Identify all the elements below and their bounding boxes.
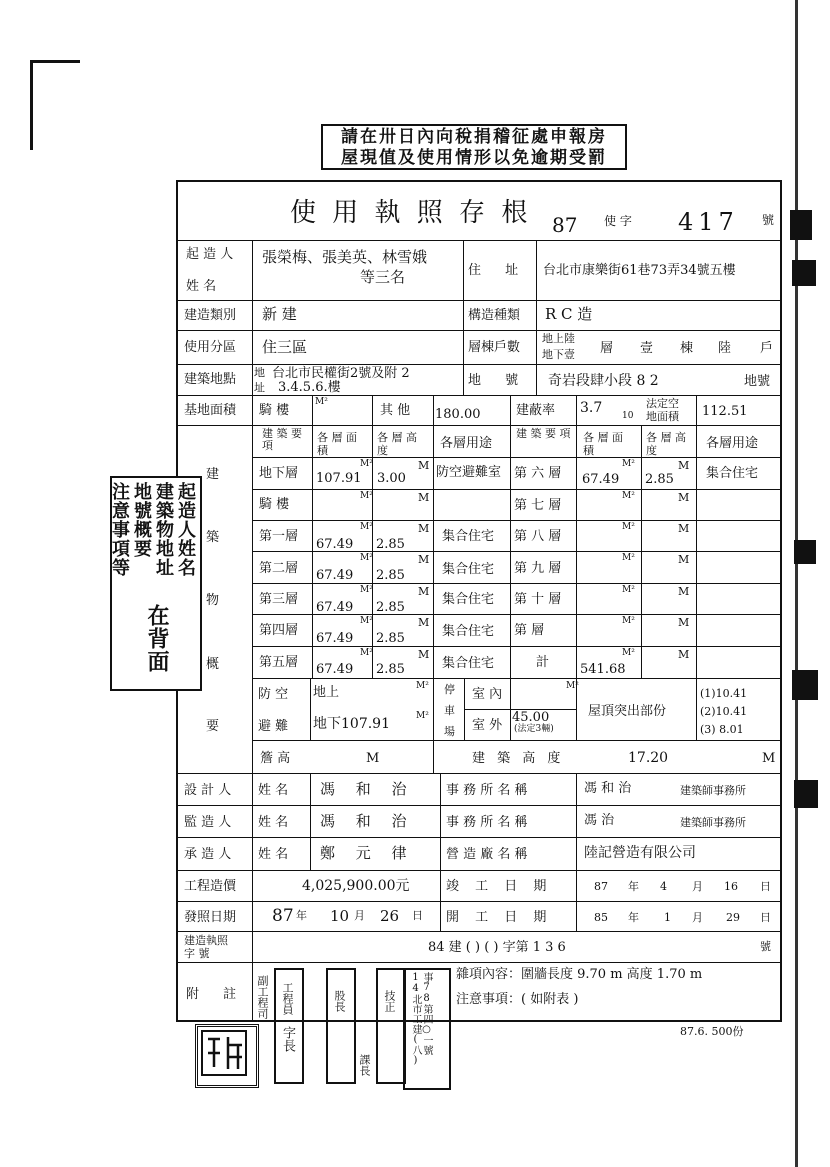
unit-m: M [678,553,690,566]
floor-name: 計 [536,655,550,670]
side-note-col-2: 建築物地址 [153,482,174,577]
unit-m: M [678,648,690,661]
start-ri: 日 [760,911,771,924]
head-item-left: 建 築 要 項 [262,427,302,452]
floor-name: 第 十 層 [514,592,562,607]
building-label-3: 物 [206,593,220,608]
unit-m2: M² [360,459,373,469]
floors-dong-num: 壹 [640,341,654,356]
floor-height: 2.85 [645,472,674,487]
side-note-col-4: 地號概要 [131,482,152,558]
building-label-5: 要 [206,719,220,734]
roof-value-2: (2)10.41 [700,705,748,718]
unit-m2: M² [622,459,635,469]
completion-year: 87 [594,880,608,893]
owner-label-1: 起 造 人 [186,247,234,262]
issue-month: 10 [330,907,350,925]
stamp-engineer: 工程員 [281,982,294,1015]
unit-m: M [418,585,430,598]
issue-year: 87 [272,906,294,926]
head-use-right: 各層用途 [706,436,759,451]
designer-name-label: 姓 名 [258,783,289,798]
designer-label: 設 計 人 [184,783,232,798]
side-note-bottom: 在背面 [144,604,170,673]
remarks-note: 注意事項：( 如附表 ) [456,992,579,1007]
parking-label-2: 車 [444,704,455,717]
side-notice-box [110,476,202,691]
scan-edge-top [30,60,80,63]
unit-m2: M² [360,616,373,626]
floor-height: 2.85 [376,600,405,615]
floor-name: 第一層 [259,529,299,544]
floor-area: 67.49 [316,537,354,552]
floor-name: 騎 樓 [259,497,290,512]
unit-m: M [678,491,690,504]
floor-height: 3.00 [377,471,406,486]
floor-area: 67.49 [316,568,354,583]
floor-name: 第四層 [259,623,299,638]
build-type-label: 建造類別 [184,308,237,323]
building-height-value: 17.20 [628,750,669,766]
floor-use: 集合住宅 [442,562,495,577]
unit-m: M [418,648,430,661]
floor-use: 集合住宅 [706,466,759,481]
unit-m2: M² [622,585,635,595]
floor-area: 67.49 [316,600,354,615]
owner-address: 台北市康樂街61巷73弄34號五樓 [543,263,736,278]
unit-m: M [678,522,690,535]
start-year: 85 [594,911,608,924]
site-zhi: 址 [254,381,265,394]
unit-m2: M² [622,491,635,501]
unit-m: M [418,522,430,535]
floor-use: 集合住宅 [442,624,495,639]
head-item-right: 建 築 要 項 [516,427,571,440]
struct-label: 構造種類 [468,308,521,323]
lot-suffix: 地號 [744,374,771,389]
owner-count: 等三名 [360,268,406,286]
parking-label-3: 場 [444,725,455,738]
coverage-den: 10 [622,411,634,421]
roof-value-3: (3) 8.01 [700,723,744,736]
unit-m: M [418,553,430,566]
floors-ceng: 層 [600,341,614,356]
floor-height: 2.85 [376,537,405,552]
building-label-1: 建 [206,467,220,482]
floor-use: 集合住宅 [442,656,495,671]
floor-use: 集合住宅 [442,592,495,607]
side-note-col-1: 起造人姓名 [175,482,196,577]
head-area-left: 各 層 面 積 [317,431,357,457]
lot-label: 地 號 [468,373,529,388]
tax-notice-line2: 屋現值及使用情形以免逾期受罰 [341,148,607,168]
unit-m2: M² [622,553,635,563]
unit-m: M [418,491,430,504]
legal-area-value: 112.51 [702,404,748,419]
stamp-technical: 技正 [383,990,396,1012]
tax-notice-box [321,124,627,170]
parking-outdoor-value: 45.00 [512,710,550,725]
floor-height: 2.85 [376,631,405,646]
shelter-label-2: 避 難 [258,719,289,734]
floors-label: 層棟戶數 [468,340,521,355]
legal-area-label-1: 法定空 [646,397,679,410]
stamp-section-chief: 股長 [333,990,346,1012]
unit-m: M [678,459,690,472]
designer-office: 馮 和 治 [584,781,632,796]
contractor-office: 陸記營造有限公司 [584,845,696,861]
floor-area: 541.68 [580,662,626,677]
roof-label: 屋頂突出部份 [588,704,667,719]
unit-m: M [678,616,690,629]
supervisor-label: 監 造 人 [184,815,232,830]
designer-office-suffix: 建築師事務所 [680,784,746,797]
unit-m2: M² [360,522,373,532]
issue-nian: 年 [296,909,307,922]
scan-edge-left [30,60,33,150]
contractor-office-label: 營 造 廠 名 稱 [446,847,528,862]
coverage-value: 3.7 [580,400,603,416]
floor-name: 第 七 層 [514,498,562,513]
completion-month: 4 [660,880,667,893]
start-label: 開 工 日 期 [446,910,553,925]
permit-value: 84 建 ( ) ( ) 字第 1 3 6 [428,940,566,955]
floor-name: 第五層 [259,655,299,670]
struct-value: R C 造 [545,305,593,323]
supervisor-office-label: 事 務 所 名 稱 [446,815,528,830]
floors-below: 地下壹 [542,348,575,361]
side-note-col-3: 注意事項等 [109,482,130,577]
contractor-name-label: 姓 名 [258,847,289,862]
site-label: 建築地點 [184,372,237,387]
remarks-misc: 雜項內容：圍牆長度 9.70 m 高度 1.70 m [456,967,703,982]
start-yue: 月 [692,911,703,924]
stamp-director: 課長 [358,1054,371,1076]
parking-label-1: 停 [444,683,455,696]
eave-label: 簷 高 [260,751,291,766]
floor-area: 67.49 [582,472,620,487]
floor-area: 67.49 [316,631,354,646]
address-label: 住 址 [468,263,529,278]
build-type-value: 新 建 [262,305,297,323]
issue-ri: 日 [412,909,423,922]
permit-hao-suffix: 號 [760,940,771,953]
stamp-reference: 事78第四○一號 14北市工建(八) [410,972,432,1066]
completion-ri: 日 [760,880,771,893]
stamp-approver: 字長 [280,1026,295,1052]
unit-m2: M² [360,491,373,501]
floor-name: 第 九 層 [514,561,562,576]
site-di: 地 [254,366,265,379]
shelter-below-unit: M² [416,711,429,721]
floor-name: 第 八 層 [514,529,562,544]
permit-label-1: 建造執照 [184,934,228,947]
head-use-left: 各層用途 [440,436,493,451]
head-area-right: 各 層 面 積 [583,431,623,457]
seal-icon [198,1027,250,1079]
permit-label-2: 字 號 [184,947,210,960]
supervisor-name-label: 姓 名 [258,815,289,830]
parking-outdoor: 室 外 [472,718,503,733]
completion-label: 竣 工 日 期 [446,879,553,894]
start-day: 29 [726,911,740,924]
issue-day: 26 [380,907,400,925]
stamp-deputy: 副工程司 [256,975,269,1019]
parking-outdoor-note: (法定3輛) [514,724,554,734]
floors-hu: 戶 [760,341,774,356]
start-month: 1 [664,911,671,924]
unit-m2: M² [360,585,373,595]
contractor-label: 承 造 人 [184,847,232,862]
lot-value: 奇岩段肆小段 8 2 [548,373,659,389]
form-title: 使 用 執 照 存 根 [290,198,532,228]
scan-artifact-right [780,200,825,920]
unit-m: M [418,616,430,629]
unit-m2: M² [360,648,373,658]
head-height-left: 各 層 高 度 [377,431,417,457]
designer-name: 馮 和 治 [320,780,415,798]
site-address-1: 台北市民權街2號及附 2 [272,366,410,381]
completion-nian: 年 [628,880,639,893]
parking-indoor: 室 內 [472,687,503,702]
owner-names: 張榮梅、張美英、林雪娥 [262,248,428,266]
other-label: 其 他 [380,403,411,418]
supervisor-office-suffix: 建築師事務所 [680,816,746,829]
issue-label: 發照日期 [184,910,237,925]
unit-m: M [418,459,430,472]
unit-m2: M² [622,648,635,658]
unit-m2: M² [360,553,373,563]
contractor-name: 鄭 元 律 [320,844,415,862]
floor-area: 107.91 [316,471,362,486]
roof-value-1: (1)10.41 [700,687,748,700]
remarks-label: 附 註 [186,987,247,1002]
permit-number: 417 [678,208,739,236]
coverage-label: 建蔽率 [516,403,556,418]
owner-label-2: 姓 名 [186,279,217,294]
permit-word: 使 字 [604,214,632,228]
footer-print-info: 87.6. 500份 [680,1025,744,1038]
permit-hao: 號 [762,213,775,227]
parking-indoor-unit: M² [566,681,579,691]
floor-area: 67.49 [316,662,354,677]
area-label: 基地面積 [184,403,237,418]
floor-height: 2.85 [376,662,405,677]
site-address-2: 3.4.5.6.樓 [278,380,341,395]
tax-notice-line1: 請在卅日內向稅捐稽征處申報房 [341,127,607,147]
eave-unit: M [366,751,380,766]
shelter-below: 地下107.91 [313,716,390,732]
building-height-label: 建 築 高 度 [472,751,565,766]
supervisor-name: 馮 和 治 [320,812,415,830]
floors-dong: 棟 [680,341,694,356]
designer-office-label: 事 務 所 名 稱 [446,783,528,798]
qilou-label: 騎 樓 [259,403,290,418]
floor-use: 集合住宅 [442,529,495,544]
official-seal [195,1024,259,1088]
floor-use: 防空避難室 [436,465,502,480]
floor-name: 地下層 [259,466,299,481]
floor-name: 第二層 [259,561,299,576]
supervisor-office: 馮 治 [584,813,615,828]
unit-m2: M² [622,522,635,532]
unit-m: M [678,585,690,598]
zone-value: 住三區 [262,338,308,356]
cost-value: 4,025,900.00元 [302,878,410,894]
floor-height: 2.85 [376,568,405,583]
building-height-unit: M [762,751,776,766]
zone-label: 使用分區 [184,340,237,355]
shelter-label-1: 防 空 [258,687,289,702]
floors-hu-num: 陸 [718,341,732,356]
completion-day: 16 [724,880,738,893]
floor-name: 第 六 層 [514,466,562,481]
qilou-unit: M² [315,397,328,407]
legal-area-label-2: 地面積 [646,410,679,423]
floors-above: 地上陸 [542,332,575,345]
other-value: 180.00 [435,407,481,422]
head-height-right: 各 層 高 度 [646,431,686,457]
permit-year: 87 [552,213,578,237]
completion-yue: 月 [692,880,703,893]
shelter-above: 地上 [313,685,340,700]
stamp-box [326,968,356,1084]
stamp-box [376,968,406,1084]
issue-yue: 月 [354,909,365,922]
unit-m2: M² [622,616,635,626]
floor-name: 第 層 [514,623,545,638]
start-nian: 年 [628,911,639,924]
floor-name: 第三層 [259,592,299,607]
shelter-above-unit: M² [416,681,429,691]
cost-label: 工程造價 [184,879,237,894]
building-label-2: 築 [206,530,220,545]
building-label-4: 概 [206,657,220,672]
